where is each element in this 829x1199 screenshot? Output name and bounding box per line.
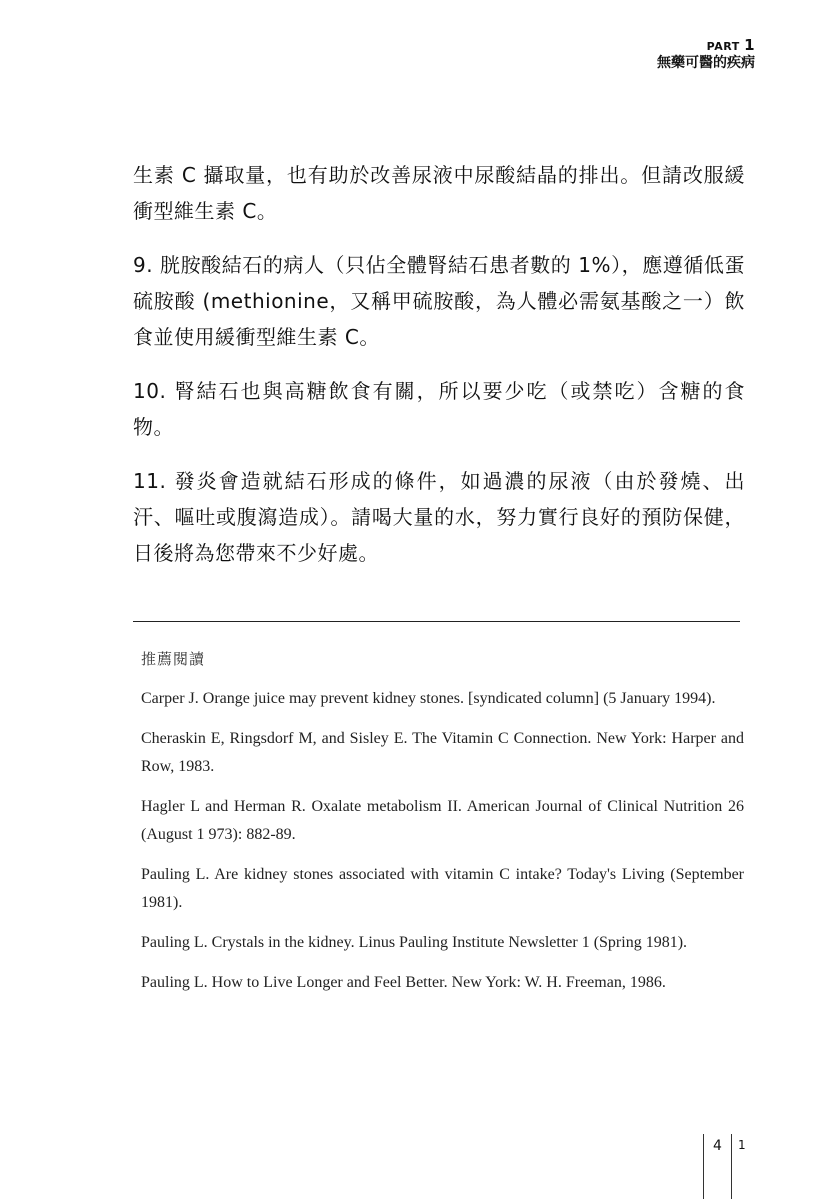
- paragraph-item-11: 11. 發炎會造就結石形成的條件，如過濃的尿液（由於發燒、出汗、嘔吐或腹瀉造成）。請喝大量的水，努力實行良好的預防保健，日後將為您帶來不少好處。: [133, 469, 745, 565]
- reference-item: Pauling L. How to Live Longer and Feel Better. New York: W. H. Freeman, 1986.: [141, 974, 666, 991]
- section-divider: [133, 621, 740, 622]
- chapter-title: 無藥可醫的疾病: [657, 55, 755, 71]
- references-title: 推薦閱讀: [141, 650, 206, 668]
- page-number: 4: [713, 1138, 722, 1154]
- running-head: [657, 38, 755, 72]
- paragraph-continuation: 生素 C 攝取量，也有助於改善尿液中尿酸結晶的排出。但請改服緩衝型維生素 C。: [133, 163, 745, 223]
- page-folio: [700, 1134, 760, 1199]
- body-text: [133, 157, 745, 589]
- folio-rule-left: [703, 1134, 704, 1199]
- reference-item: Cheraskin E, Ringsdorf M, and Sisley E. The Vitamin C Connection. New York: Harper and Row, 1983.: [141, 730, 744, 775]
- reference-item: Pauling L. Are kidney stones associated with vitamin C intake? Today's Living (September 1981).: [141, 866, 744, 911]
- part-number: 1: [744, 36, 755, 54]
- reference-item: Pauling L. Crystals in the kidney. Linus Pauling Institute Newsletter 1 (Spring 1981).: [141, 934, 688, 951]
- folio-rule-right: [731, 1134, 732, 1199]
- part-label: PART 1: [706, 36, 755, 54]
- page-sub-number: 1: [738, 1138, 746, 1152]
- paragraph-item-9: 9. 胱胺酸結石的病人（只佔全體腎結石患者數的 1%），應遵循低蛋硫胺酸 (methionine，又稱甲硫胺酸，為人體必需氨基酸之一）飲食並使用緩衝型維生素 C。: [133, 253, 745, 349]
- reference-item: Hagler L and Herman R. Oxalate metabolism II. American Journal of Clinical Nutrition 26 (August 1 973): 882-89.: [141, 798, 744, 843]
- paragraph-item-10: 10. 腎結石也與高糖飲食有關，所以要少吃（或禁吃）含糖的食物。: [133, 379, 745, 439]
- reference-item: Carper J. Orange juice may prevent kidney stones. [syndicated column] (5 January 1994).: [141, 690, 716, 707]
- references-section: [141, 648, 744, 1009]
